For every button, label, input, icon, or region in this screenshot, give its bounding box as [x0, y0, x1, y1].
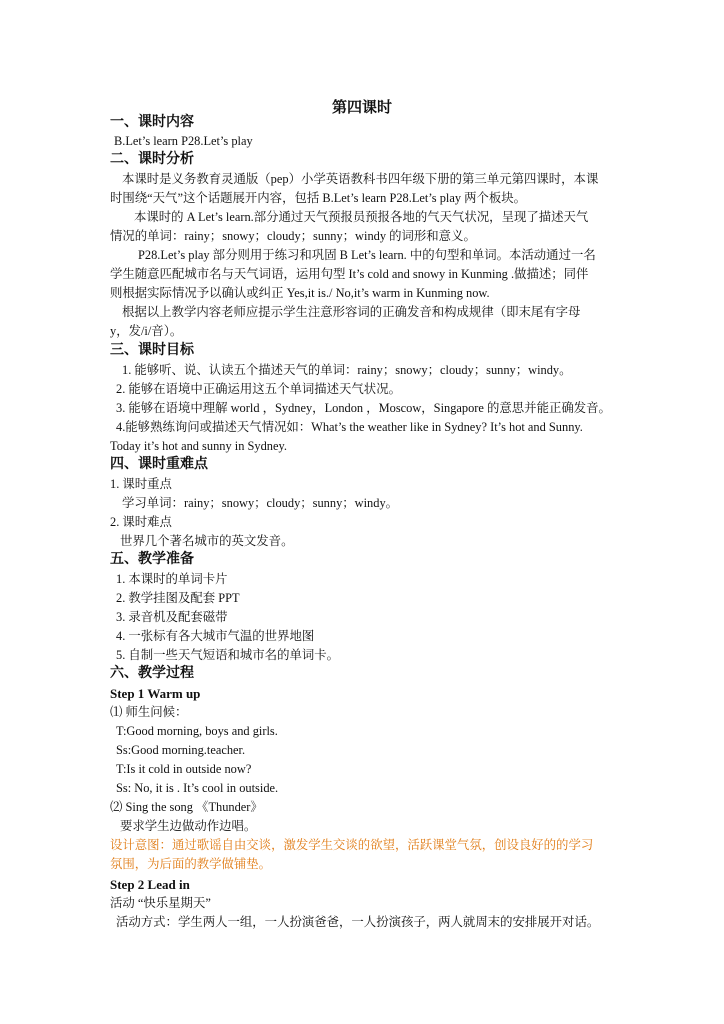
analysis-line: 时围绕“天气”这个话题展开内容，包括 B.Let’s learn P28.Let’s play 两个板块。 [110, 191, 527, 205]
analysis-line: 本课时是义务教育灵通版（pep）小学英语教科书四年级下册的第三单元第四课时，本课 [122, 172, 599, 186]
step1-line: 要求学生边做动作边唱。 [120, 819, 257, 833]
analysis-line: P28.Let’s play 部分则用于练习和巩固 B Let’s learn. 中的句型和单词。本活动通过一名 [138, 248, 596, 262]
prep-item: 4. 一张标有各大城市气温的世界地图 [116, 629, 315, 643]
step1-line: ⑴ 师生问候： [110, 705, 188, 719]
step2-line: 活动方式：学生两人一组，一人扮演爸爸，一人扮演孩子，两人就周末的安排展开对话。 [116, 915, 600, 929]
section-heading-2: 二、课时分析 [110, 151, 194, 167]
step1-line: ⑵ Sing the song 《Thunder》 [110, 800, 263, 814]
prep-item: 5. 自制一些天气短语和城市名的单词卡。 [116, 648, 340, 662]
section-heading-1: 一、课时内容 [110, 114, 194, 130]
step1-line: Ss: No, it is . It’s cool in outside. [116, 781, 279, 795]
design-intent-line: 设计意图：通过歌谣自由交谈，激发学生交谈的欲望，活跃课堂气氛，创设良好的的学习 [110, 838, 594, 852]
step1-line: T:Is it cold in outside now? [116, 762, 252, 776]
analysis-line: 则根据实际情况予以确认或纠正 Yes,it is./ No,it’s warm in Kunming now. [110, 286, 490, 300]
keypoint-line: 世界几个著名城市的英文发音。 [120, 534, 294, 548]
step2-title: Step 2 Lead in [110, 877, 190, 892]
goal-item: 3. 能够在语境中理解 world ，Sydney，London ，Moscow，Singapore 的意思并能正确发音。 [116, 401, 611, 415]
prep-item: 3. 录音机及配套磁带 [116, 610, 228, 624]
design-intent-line: 氛围，为后面的教学做铺垫。 [110, 857, 272, 871]
analysis-line: y，发/i/音）。 [110, 324, 183, 338]
section-heading-4: 四、课时重难点 [110, 456, 208, 472]
step2-line: 活动 “快乐星期天” [110, 896, 211, 910]
keypoint-line: 1. 课时重点 [110, 477, 172, 491]
step1-line: Ss:Good morning.teacher. [116, 743, 246, 757]
analysis-line: 根据以上教学内容老师应提示学生注意形容词的正确发音和构成规律（即末尾有字母 [122, 305, 581, 319]
goal-item: 1. 能够听、说、认读五个描述天气的单词：rainy；snowy；cloudy；sunny；windy。 [122, 363, 572, 377]
section-heading-5: 五、教学准备 [110, 551, 194, 567]
goal-item: Today it’s hot and sunny in Sydney. [110, 439, 287, 453]
analysis-line: 学生随意匹配城市名与天气词语，运用句型 It’s cold and snowy in Kunming .做描述；同伴 [110, 267, 589, 281]
page-title: 第四课时 [331, 98, 392, 116]
lesson-content: B.Let’s learn P28.Let’s play [114, 134, 253, 148]
analysis-line: 本课时的 A Let’s learn.部分通过天气预报员预报各地的气天气状况，呈现了描述天气 [134, 210, 589, 224]
section-heading-3: 三、课时目标 [110, 342, 194, 358]
prep-item: 2. 教学挂图及配套 PPT [116, 591, 240, 605]
step1-line: T:Good morning, boys and girls. [116, 724, 278, 738]
goal-item: 2. 能够在语境中正确运用这五个单词描述天气状况。 [116, 382, 401, 396]
section-heading-6: 六、教学过程 [110, 665, 194, 681]
keypoint-line: 学习单词：rainy；snowy；cloudy；sunny；windy。 [122, 496, 399, 510]
step1-title: Step 1 Warm up [110, 686, 201, 701]
goal-item: 4.能够熟练询问或描述天气情况如：What’s the weather like in Sydney? It’s hot and Sunny. [116, 420, 583, 434]
keypoint-line: 2. 课时难点 [110, 515, 172, 529]
prep-item: 1. 本课时的单词卡片 [116, 572, 228, 586]
analysis-line: 情况的单词：rainy；snowy；cloudy；sunny；windy 的词形和意义。 [110, 229, 476, 243]
